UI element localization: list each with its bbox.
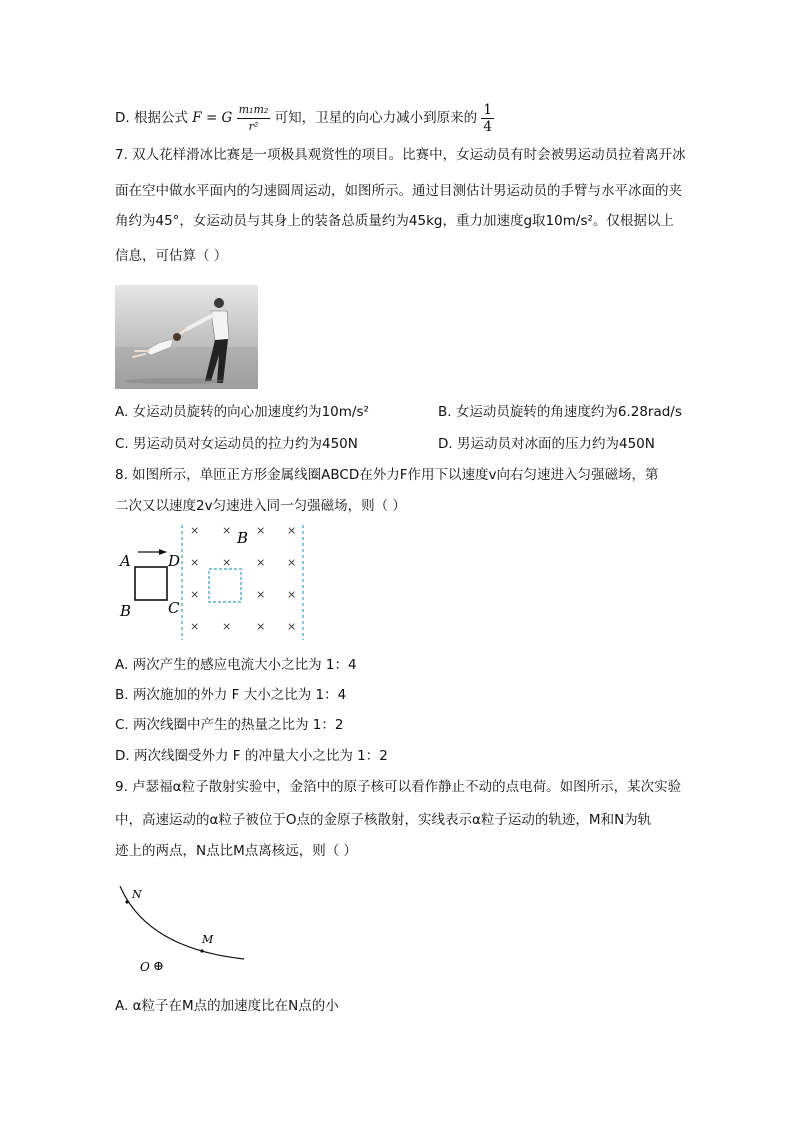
q7-line1: 7. 双人花样滑冰比赛是一项极具观赏性的项目。比赛中，女运动员有时会被男运动员拉着离开冰 (115, 147, 686, 163)
quarter-numerator: 1 (483, 101, 492, 118)
formula-denominator: r² (248, 119, 259, 133)
cross: × (222, 620, 232, 633)
q7-option-b: B. 女运动员旋转的角速度约为6.28rad/s (438, 404, 682, 420)
cross: × (190, 620, 200, 633)
q8-option-c: C. 两次线圈中产生的热量之比为 1：2 (115, 717, 344, 733)
label-o: O (140, 960, 150, 974)
cross: × (190, 524, 200, 537)
label-n: N (132, 888, 142, 901)
q7-option-d: D. 男运动员对冰面的压力约为450N (438, 436, 655, 452)
cross: × (287, 588, 297, 601)
quarter-fraction (481, 102, 494, 135)
q7-option-a: A. 女运动员旋转的向心加速度约为10m/s² (115, 404, 369, 420)
q9-line2: 中，高速运动的α粒子被位于O点的金原子核散射，实线表示α粒子运动的轨迹，M和N为轨 (115, 812, 652, 828)
q8-option-a: A. 两次产生的感应电流大小之比为 1：4 (115, 657, 357, 673)
q6-d-suffix: 可知，卫星的向心力减小到原来的 (274, 110, 478, 126)
q7-option-c: C. 男运动员对女运动员的拉力约为450N (115, 436, 358, 452)
figure-skaters-photo (115, 285, 258, 389)
cross: × (256, 620, 266, 633)
formula-fraction (237, 102, 271, 135)
label-b-field: B (237, 529, 249, 547)
q7-line4: 信息，可估算（ ） (115, 248, 228, 264)
cross: × (256, 556, 266, 569)
cross: × (287, 556, 297, 569)
q6-d-prefix: D. 根据公式 (115, 110, 188, 126)
label-m: M (202, 933, 214, 946)
nucleus-icon: ⊕ (153, 959, 164, 974)
cross: × (287, 524, 297, 537)
velocity-arrowhead (159, 549, 167, 555)
q9-line3: 迹上的两点，N点比M点离核远，则（ ） (115, 843, 358, 859)
q8-option-b: B. 两次施加的外力 F 大小之比为 1：4 (115, 687, 347, 703)
cross: × (190, 556, 200, 569)
cross: × (256, 588, 266, 601)
q8-line2: 二次又以速度2v匀速进入同一匀强磁场，则（ ） (115, 498, 406, 514)
label-b: B (120, 602, 132, 620)
alpha-scattering-diagram (110, 880, 260, 980)
q7-line2: 面在空中做水平面内的匀速圆周运动，如图所示。通过目测估计男运动员的手臂与水平冰面的夹 (115, 183, 682, 199)
q8-line1: 8. 如图所示，单匝正方形金属线圈ABCD在外力F作用下以速度v向右匀速进入匀强磁场，第 (115, 467, 659, 483)
q6-option-d (115, 100, 494, 136)
q8-option-d: D. 两次线圈受外力 F 的冲量大小之比为 1：2 (115, 748, 388, 764)
label-d: D (168, 552, 181, 570)
q9-option-a: A. α粒子在M点的加速度比在N点的小 (115, 998, 339, 1014)
cross: × (287, 620, 297, 633)
cross: × (222, 524, 232, 537)
label-a: A (120, 552, 131, 570)
cross: × (190, 588, 200, 601)
q9-line1: 9. 卢瑟福α粒子散射实验中，金箔中的原子核可以看作静止不动的点电荷。如图所示，某次实验 (115, 779, 682, 795)
formula-lhs: F = G (192, 110, 233, 126)
magnetic-field-diagram (115, 520, 315, 650)
point-n (125, 900, 128, 903)
point-m (200, 949, 203, 952)
formula-numerator: m₁m₂ (237, 102, 271, 119)
cross: × (222, 556, 232, 569)
q7-line3: 角约为45°，女运动员与其身上的装备总质量约为45kg，重力加速度g取10m/s²。仅根据以上 (115, 213, 674, 229)
coil-in-field (209, 569, 241, 602)
coil-abcd (135, 567, 167, 600)
quarter-denominator: 4 (483, 118, 492, 135)
cross: × (256, 524, 266, 537)
label-c: C (168, 599, 180, 617)
